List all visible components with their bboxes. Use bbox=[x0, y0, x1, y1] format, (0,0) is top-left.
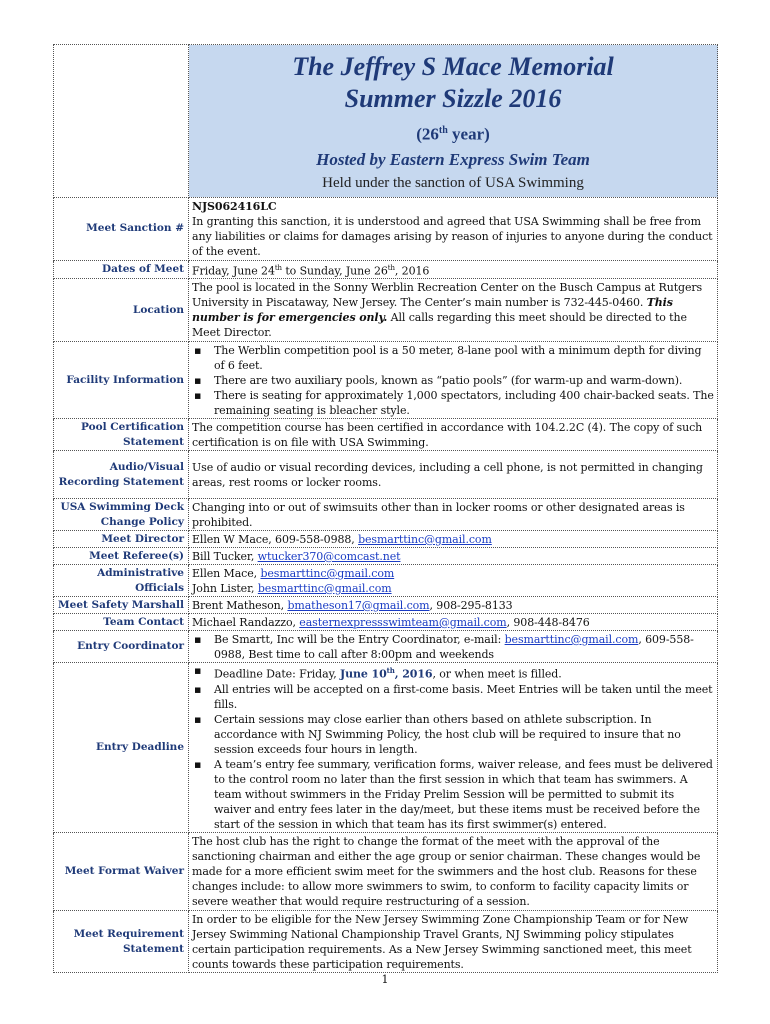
facility-list bbox=[192, 343, 714, 418]
value-admin: Ellen Mace, besmarttinc@gmail.com John Lister, besmarttinc@gmail.com bbox=[189, 565, 718, 597]
entry-email-link[interactable]: besmarttinc@gmail.com bbox=[504, 632, 639, 646]
row-team bbox=[54, 614, 718, 631]
value-requirement: In order to be eligible for the New Jersey Swimming Zone Championship Team or for New Jersey Swimming National Championship Travel Grants, NJ Swimming policy stipulates certain participation requirements. As a New Jersey Swimming sanctioned meet, this meet counts towards these participation requirements. bbox=[189, 911, 718, 973]
referee-email-link[interactable]: wtucker370@comcast.net bbox=[257, 549, 401, 563]
sanction-number: NJS062416LC bbox=[192, 199, 277, 213]
header-cell bbox=[189, 45, 718, 198]
row-sanction bbox=[54, 197, 718, 260]
list-item: ▪ There is seating for approximately 1,000 spectators, including 400 chair-backed seats. The remaining seating is bleacher style. bbox=[192, 388, 714, 418]
value-deck: Changing into or out of swimsuits other than in locker rooms or other designated areas is prohibited. bbox=[189, 499, 718, 531]
safety-email-link[interactable]: bmatheson17@gmail.com bbox=[287, 598, 430, 612]
label-referee: Meet Referee(s) bbox=[54, 548, 189, 565]
row-dates bbox=[54, 260, 718, 279]
meet-info-table bbox=[53, 44, 718, 973]
row-entry-coord bbox=[54, 631, 718, 663]
value-entry-coord bbox=[189, 631, 718, 663]
label-facility: Facility Information bbox=[54, 342, 189, 419]
label-deadline: Entry Deadline bbox=[54, 663, 189, 833]
page-number: 1 bbox=[381, 973, 389, 986]
row-deck bbox=[54, 499, 718, 531]
year-line: (26th year) bbox=[416, 124, 490, 144]
label-location: Location bbox=[54, 279, 189, 342]
value-sanction bbox=[189, 197, 718, 260]
label-pool-cert: Pool Certification Statement bbox=[54, 419, 189, 451]
director-email-link[interactable]: besmarttinc@gmail.com bbox=[358, 532, 492, 546]
list-item: ▪ All entries will be accepted on a first-come basis. Meet Entries will be taken until the meet fills. bbox=[192, 682, 714, 712]
value-audio: Use of audio or visual recording devices, including a cell phone, is not permitted in changing areas, rest rooms or locker rooms. bbox=[189, 451, 718, 499]
header-blank-cell bbox=[54, 45, 189, 198]
row-audio bbox=[54, 451, 718, 499]
row-referee bbox=[54, 548, 718, 565]
label-deck: USA Swimming Deck Change Policy bbox=[54, 499, 189, 531]
hosted-by: Hosted by Eastern Express Swim Team bbox=[316, 149, 590, 169]
row-admin bbox=[54, 565, 718, 597]
list-item: ▪ A team’s entry fee summary, verification forms, waiver release, and fees must be delivered to the control room no later than the first session in which that team has swimmers. A team without swimmers in the Friday Prelim Session will be permitted to submit its waiver and entry fees later in the day/meet, but these items must be received before the start of the session in which that team has its first swimmer(s) entered. bbox=[192, 757, 714, 832]
value-format: The host club has the right to change the format of the meet with the approval of the sanctioning chairman and either the age group or senior chairman. These changes would be made for a more efficient swim meet for the swimmers and the host club. Reasons for these changes include: to allow more swimmers to swim, to conform to facility capacity limits or severe weather that would require restructuring of a session. bbox=[189, 833, 718, 911]
value-location: The pool is located in the Sonny Werblin Recreation Center on the Busch Campus at Rutgers University in Piscataway, New Jersey. The Center’s main number is 732-445-0460. This number is for emergencies only. All calls regarding this meet should be directed to the Meet Director. bbox=[189, 279, 718, 342]
value-director: Ellen W Mace, 609-558-0988, besmarttinc@gmail.com bbox=[189, 531, 718, 548]
value-dates: Friday, June 24th to Sunday, June 26th, 2016 bbox=[189, 260, 718, 279]
value-pool-cert: The competition course has been certified in accordance with 104.2.2C (4). The copy of such certification is on file with USA Swimming. bbox=[189, 419, 718, 451]
value-safety: Brent Matheson, bmatheson17@gmail.com, 908-295-8133 bbox=[189, 597, 718, 614]
row-location bbox=[54, 279, 718, 342]
label-requirement: Meet Requirement Statement bbox=[54, 911, 189, 973]
label-safety: Meet Safety Marshall bbox=[54, 597, 189, 614]
admin-email-link[interactable]: besmarttinc@gmail.com bbox=[260, 566, 395, 580]
title-line2: Summer Sizzle 2016 bbox=[344, 84, 562, 113]
value-team: Michael Randazzo, easternexpressswimteam@gmail.com, 908-448-8476 bbox=[189, 614, 718, 631]
label-admin: Administrative Officials bbox=[54, 565, 189, 597]
row-safety bbox=[54, 597, 718, 614]
value-facility bbox=[189, 342, 718, 419]
label-sanction: Meet Sanction # bbox=[54, 197, 189, 260]
label-dates: Dates of Meet bbox=[54, 260, 189, 279]
row-director bbox=[54, 531, 718, 548]
label-format: Meet Format Waiver bbox=[54, 833, 189, 911]
sanction-text: In granting this sanction, it is understood and agreed that USA Swimming shall be free from any liabilities or claims for damages arising by reason of injuries to anyone during the conduct of the event. bbox=[192, 214, 713, 258]
sanction-statement: Held under the sanction of USA Swimming bbox=[322, 174, 584, 191]
list-item: ▪ Certain sessions may close earlier than others based on athlete subscription. In accordance with NJ Swimming Policy, the host club will be required to insure that no session exceeds four hours in length. bbox=[192, 712, 714, 757]
row-facility bbox=[54, 342, 718, 419]
team-email-link[interactable]: easternexpressswimteam@gmail.com bbox=[299, 615, 507, 629]
list-item: ▪ Deadline Date: Friday, June 10th, 2016, or when meet is filled. bbox=[192, 663, 714, 682]
label-entry-coord: Entry Coordinator bbox=[54, 631, 189, 663]
list-item: ▪ There are two auxiliary pools, known as “patio pools” (for warm-up and warm-down). bbox=[192, 373, 714, 388]
row-deadline bbox=[54, 663, 718, 833]
list-item: ▪ The Werblin competition pool is a 50 meter, 8-lane pool with a minimum depth for diving of 6 feet. bbox=[192, 343, 714, 373]
label-team: Team Contact bbox=[54, 614, 189, 631]
row-requirement bbox=[54, 911, 718, 973]
header-row bbox=[54, 45, 718, 198]
label-director: Meet Director bbox=[54, 531, 189, 548]
row-format bbox=[54, 833, 718, 911]
row-pool-cert bbox=[54, 419, 718, 451]
label-audio: Audio/Visual Recording Statement bbox=[54, 451, 189, 499]
deadline-list bbox=[192, 663, 714, 832]
list-item: ▪ Be Smartt, Inc will be the Entry Coordinator, e-mail: besmarttinc@gmail.com, 609-558-0988, Best time to call after 8:00pm and weekends bbox=[192, 632, 714, 662]
title-line1: The Jeffrey S Mace Memorial bbox=[292, 52, 614, 81]
value-referee: Bill Tucker, wtucker370@comcast.net bbox=[189, 548, 718, 565]
admin-email-link[interactable]: besmarttinc@gmail.com bbox=[257, 581, 392, 595]
value-deadline bbox=[189, 663, 718, 833]
